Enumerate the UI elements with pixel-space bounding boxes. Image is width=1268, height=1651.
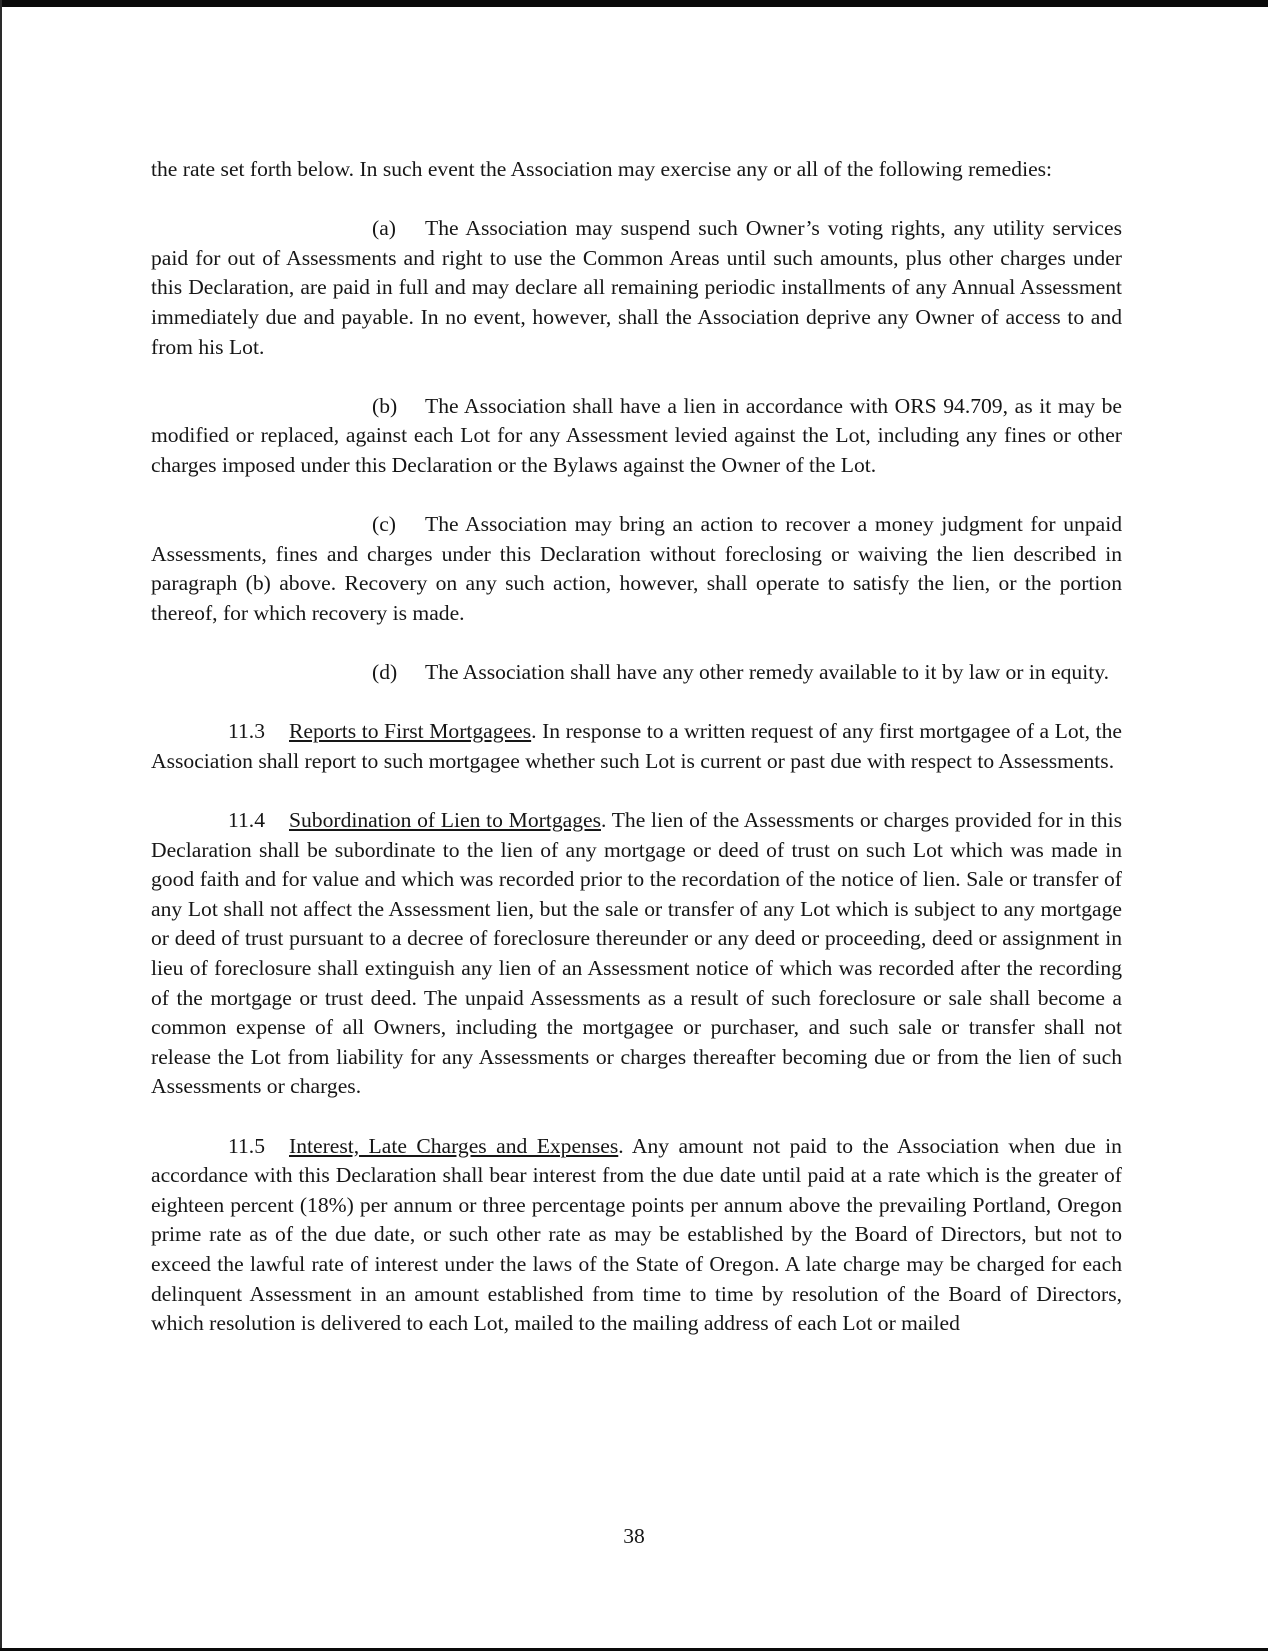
scan-border-top (0, 0, 1268, 7)
section-heading: Interest, Late Charges and Expenses (289, 1133, 619, 1158)
section-11-3 (151, 717, 1122, 776)
remedy-text: The Association may bring an action to recover a money judgment for unpaid Assessments, fines and charges under this Declaration without foreclosing or waiving the lien described in paragraph (b) above. Recovery on any such action, however, shall operate to satisfy the lien, or the portion thereof, for which recovery is made. (151, 512, 1122, 625)
section-text: . Any amount not paid to the Association when due in accordance with this Declaration shall bear interest from the due date until paid at a rate which is the greater of eighteen percent (18%) per annum or three percentage points per annum above the prevailing Portland, Oregon prime rate as of the due date, or such other rate as may be established by the Board of Directors, but not to exceed the lawful rate of interest under the laws of the State of Oregon. A late charge may be charged for each delinquent Assessment in an amount established from time to time by resolution of the Board of Directors, which resolution is delivered to each Lot, mailed to the mailing address of each Lot or mailed (151, 1133, 1122, 1336)
remedy-label: (a) (372, 216, 396, 241)
section-11-5 (151, 1132, 1122, 1339)
remedy-text: The Association shall have a lien in accordance with ORS 94.709, as it may be modified or replaced, against each Lot for any Assessment levied against the Lot, including any fines or other charges imposed under this Declaration or the Bylaws against the Owner of the Lot. (151, 393, 1122, 477)
section-11-4 (151, 806, 1122, 1102)
document-body (151, 155, 1122, 1368)
remedy-label: (c) (372, 512, 396, 537)
section-number: 11.4 (228, 808, 265, 833)
remedy-text: The Association shall have any other remedy available to it by law or in equity. (425, 660, 1110, 685)
section-text: . The lien of the Assessments or charges provided for in this Declaration shall be subordinate to the lien of any mortgage or deed of trust on such Lot which was made in good faith and for value and which was recorded prior to the recordation of the notice of lien. Sale or transfer of any Lot shall not affect the Assessment lien, but the sale or transfer of any Lot which is subject to any mortgage or deed of trust pursuant to a decree of foreclosure thereunder or any deed or proceeding, deed or assignment in lieu of foreclosure shall extinguish any lien of an Assessment notice of which was recorded after the recording of the mortgage or trust deed. The unpaid Assessments as a result of such foreclosure or sale shall become a common expense of all Owners, including the mortgagee or purchaser, and such sale or transfer shall not release the Lot from liability for any Assessments or charges thereafter becoming due or from the lien of such Assessments or charges. (151, 808, 1122, 1099)
scan-border-left (0, 0, 2, 1651)
remedy-b (151, 392, 1122, 481)
remedy-label: (b) (372, 393, 398, 418)
section-heading: Subordination of Lien to Mortgages (289, 808, 601, 833)
section-number: 11.3 (228, 719, 265, 744)
remedy-a (151, 214, 1122, 362)
remedy-label: (d) (372, 660, 398, 685)
remedy-d (151, 658, 1122, 688)
section-text: . In response to a written request of any first mortgagee of a Lot, the Association shall report to such mortgagee whether such Lot is current or past due with respect to Assessments. (151, 719, 1122, 773)
remedy-c (151, 510, 1122, 628)
section-heading: Reports to First Mortgagees (289, 719, 532, 744)
section-number: 11.5 (228, 1133, 265, 1158)
intro-paragraph: the rate set forth below. In such event the Association may exercise any or all of the following remedies: (151, 157, 1053, 181)
page-number: 38 (623, 1524, 645, 1548)
remedy-text: The Association may suspend such Owner’s voting rights, any utility services paid for out of Assessments and right to use the Common Areas until such amounts, plus other charges under this Declaration, are paid in full and may declare all remaining periodic installments of any Annual Assessment immediately due and payable. In no event, however, shall the Association deprive any Owner of access to and from his Lot. (151, 216, 1122, 359)
